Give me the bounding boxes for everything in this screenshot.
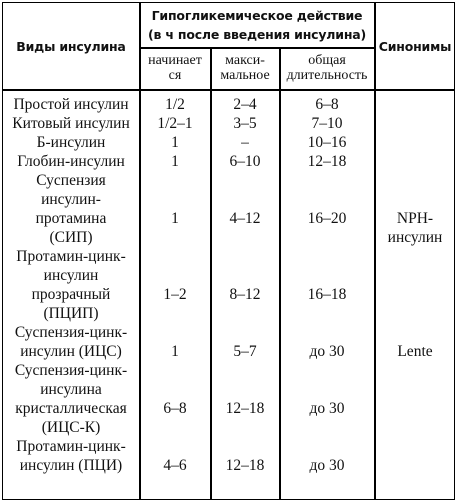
subheader-start-line1: начинает xyxy=(148,53,202,68)
insulin-name: прозрачный xyxy=(31,286,111,303)
header-group-title-line1: Гипогликемическое действие xyxy=(151,8,363,23)
value-start: 1 xyxy=(171,210,179,227)
divider-header-bottom xyxy=(3,89,454,91)
header-types: Виды инсулина xyxy=(16,39,126,54)
value-total: 16–18 xyxy=(307,286,347,303)
subheader-start-line2: ся xyxy=(168,68,182,83)
insulin-table xyxy=(2,2,455,500)
value-total: 7–10 xyxy=(311,115,343,132)
column-insulin-types xyxy=(3,95,139,475)
insulin-name: Б-инсулин xyxy=(36,134,106,151)
value-max: 3–5 xyxy=(233,115,257,132)
insulin-name: инсулин- xyxy=(41,191,101,208)
insulin-name: кристаллическая xyxy=(15,400,127,417)
value-start: 1 xyxy=(171,153,179,170)
insulin-name: (СИП) xyxy=(49,229,93,246)
value-max: 12–18 xyxy=(225,457,265,474)
insulin-name: Простой инсулин xyxy=(13,96,129,113)
value-max: 8–12 xyxy=(229,286,261,303)
insulin-name: инсулин (ПЦИ) xyxy=(19,457,123,474)
value-total: 10–16 xyxy=(307,134,347,151)
insulin-name: инсулин (ИЦС) xyxy=(20,343,122,360)
value-start: 1/2 xyxy=(165,96,185,113)
value-start: 1 xyxy=(171,134,179,151)
value-max: 4–12 xyxy=(229,210,261,227)
value-total: до 30 xyxy=(309,343,345,360)
column-start xyxy=(140,95,210,475)
insulin-name: (ИЦС-К) xyxy=(41,419,101,436)
value-start: 6–8 xyxy=(163,400,187,417)
subheader-total-line2: длительность xyxy=(286,68,368,83)
value-total: 12–18 xyxy=(307,153,347,170)
insulin-name: Суспензия xyxy=(36,172,106,189)
column-max xyxy=(211,95,279,475)
value-max: 2–4 xyxy=(233,96,257,113)
insulin-name: Китовый инсулин xyxy=(12,115,130,132)
subheader-max xyxy=(211,53,279,83)
insulin-name: (ПЦИП) xyxy=(43,305,99,322)
insulin-name: Протамин-цинк- xyxy=(16,248,126,265)
header-synonyms: Синонимы xyxy=(378,39,452,54)
value-start: 1–2 xyxy=(163,286,187,303)
value-synonym: NPH- xyxy=(396,210,434,227)
subheader-max-line1: макси- xyxy=(225,53,265,68)
insulin-name: Протамин-цинк- xyxy=(16,438,126,455)
value-max: 5–7 xyxy=(233,343,257,360)
insulin-name: инсулина xyxy=(40,381,102,398)
value-total: до 30 xyxy=(309,457,345,474)
subheader-total-line1: общая xyxy=(308,53,346,68)
value-start: 4–6 xyxy=(163,457,187,474)
value-max: 6–10 xyxy=(229,153,261,170)
insulin-name: протамина xyxy=(35,210,107,227)
value-total: 16–20 xyxy=(307,210,347,227)
value-total: 6–8 xyxy=(315,96,339,113)
header-group-title-line2: (в ч после введения инсулина) xyxy=(147,27,367,42)
insulin-name: Глобин-инсулин xyxy=(17,153,125,170)
value-max: – xyxy=(241,134,249,151)
divider-group-header xyxy=(139,47,375,49)
insulin-name: инсулин xyxy=(43,267,99,284)
value-total: до 30 xyxy=(309,400,345,417)
column-synonyms xyxy=(375,95,455,361)
value-start: 1/2–1 xyxy=(157,115,193,132)
column-total xyxy=(280,95,374,475)
insulin-name: Суспензия-цинк- xyxy=(14,324,128,341)
value-synonym: Lente xyxy=(397,343,433,360)
insulin-name: Суспензия-цинк- xyxy=(14,362,128,379)
subheader-start xyxy=(140,53,210,83)
value-max: 12–18 xyxy=(225,400,265,417)
subheader-total xyxy=(280,53,374,83)
subheader-max-line2: мальное xyxy=(220,68,270,83)
value-start: 1 xyxy=(171,343,179,360)
value-synonym: инсулин xyxy=(387,229,443,246)
